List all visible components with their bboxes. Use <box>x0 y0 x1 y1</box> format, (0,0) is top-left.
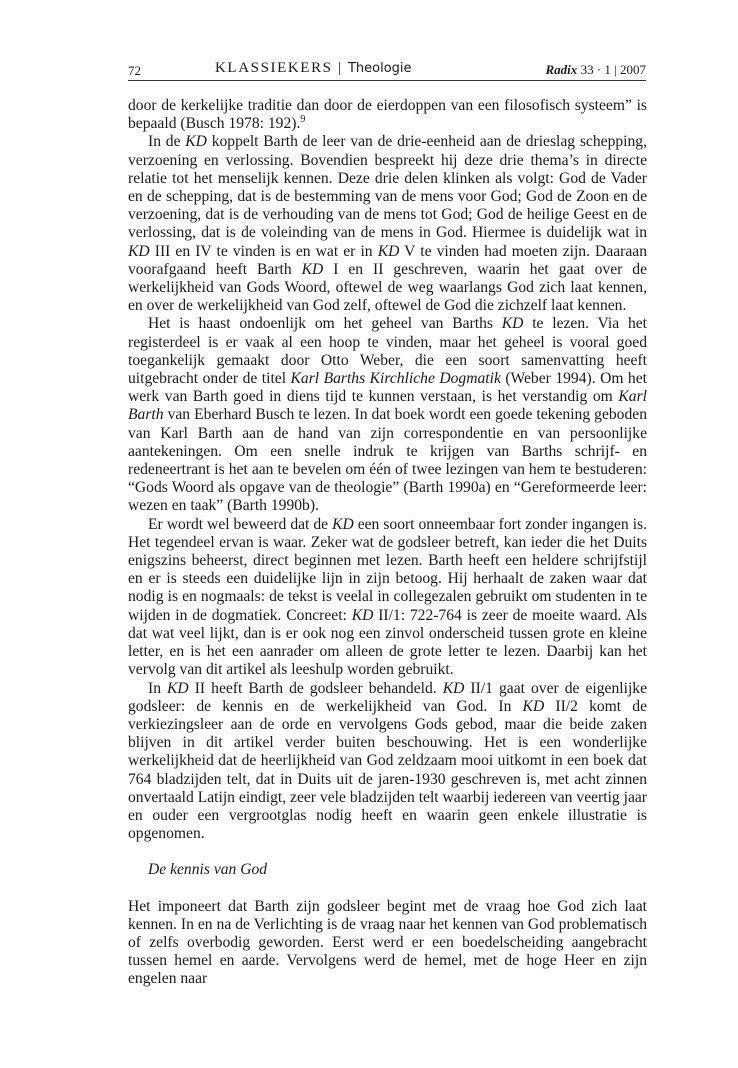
p3-text-e: (Weber 1994). Om het werk van Barth goed in diens tijd te kunnen verstaan, is het verstandig om <box>128 370 647 406</box>
p4-text-e: II/1: 722-764 is zeer de moeite waard. Als dat wat veel lijkt, dan is er ook nog een zinvol onderscheid tussen grote en kleine letter, en is het een aanrader om alleen de grote letter te lezen. Daarbij kan het vervolg van dit artikel als leeshulp worden gebruikt. <box>128 606 648 679</box>
p2-abbrev-d: KD <box>128 242 150 260</box>
section-heading: De kennis van God <box>148 861 268 879</box>
p1-text: door de kerkelijke traditie dan door de eierdoppen van een filosofisch systeem” is bepaald (Busch 1978: 192). <box>128 97 647 133</box>
page-number: 72 <box>128 63 141 78</box>
p2-text-c: koppelt Barth de leer van de drie-eenheid aan de drieslag schepping, verzoening en verlossing. Bovendien bespreekt hij deze drie thema’s in directe relatie tot het menselijk kennen. Deze drie delen klinken als volgt: God de Vader en de schepping, dat is de bestemming van de mens voor God; God de Zoon en de verzoening, dat is de verhouding van de mens tot God; God de heilige Geest en de verlossing, dat is de voleinding van de mens in God. Hiermee is duidelijk wat in <box>128 133 647 242</box>
p3-text-g: van Eberhard Busch te lezen. In dat boek wordt een goede tekening geboden van Karl Barth aan de hand van zijn correspondentie en van persoonlijke aantekeningen. Om een snelle indruk te krijgen van Barths schrijf- en redeneertrant is het aan te bevelen om één of twee lezingen van hem te bestuderen: “Gods Woord als opgave van de theologie” (Barth 1990a) en “Gereformeerde leer: wezen en taak” (Barth 1990b). <box>128 406 647 515</box>
p5-abbrev-b: KD <box>167 679 189 697</box>
p2-abbrev-b: KD <box>185 133 207 151</box>
p2-text-i: I en II geschreven, waarin het gaat over de werkelijkheid van Gods Woord, oftewel de weg waarlangs God zich laat kennen, en over de werkelijkheid van God zelf, oftewel de God die zichzelf laat kennen. <box>128 260 648 315</box>
spacer <box>128 843 647 861</box>
p2-text-a: In de <box>148 133 186 151</box>
p6-text-c: en zijn engelen naar <box>128 952 647 988</box>
footnote-marker: 9 <box>300 114 306 126</box>
p6-word-b: Heer <box>563 952 595 970</box>
p3-text-a: Het is haast ondoenlijk om het geheel van Barths <box>148 315 502 333</box>
p4-text-c: een soort onneembaar fort zonder ingangen is. Het tegendeel ervan is waar. Zeker wat de godsleer betreft, kan ieder die het Duits enigszins beheerst, direct beginnen met lezen. Barth heeft een heldere schrijfstijl en er is steeds een duidelijke lijn in zijn betoog. Hij herhaalt de zaken waar dat nodig is en nogmaals: de tekst is veelal in collegezalen gebruikt om studenten in te wijden in de dogmatiek. Concreet: <box>128 515 647 624</box>
article-body <box>128 97 647 989</box>
paragraph-3 <box>128 315 647 515</box>
paragraph-2 <box>128 133 647 315</box>
issue-info <box>546 62 646 78</box>
p2-text-g: V te vinden had moeten zijn. Daaraan voorafgaand heeft Barth <box>128 242 647 278</box>
issue-number: 33 · 1 | 2007 <box>580 62 646 77</box>
p3-text-c: te lezen. Via het registerdeel is er vaak al een hoop te vinden, maar het geheel is vooral goed toegankelijk gemaakt door Otto Weber, die een soort samenvatting heeft uitgebracht onder de titel <box>128 315 647 388</box>
p4-text-a: Er wordt wel beweerd dat de <box>148 515 333 533</box>
running-header <box>128 58 646 80</box>
journal-title <box>215 60 412 77</box>
p3-book-title-d: Karl Barths Kirchliche Dogmatik <box>290 370 501 388</box>
p2-text-e: III en IV te vinden is en wat er in <box>149 242 378 260</box>
p5-text-a: In <box>148 679 168 697</box>
p3-abbrev-b: KD <box>501 315 524 333</box>
p5-text-c: II heeft Barth de godsleer behandeld. <box>188 679 443 697</box>
p3-book-title-f: Karl Barth <box>128 388 647 424</box>
p5-text-g: II/2 komt de verkiezingsleer aan de orde en vervolgens Gods gebod, maar die beide zaken blijven in dit artikel verder buiten beschouwing. Het is een wonderlijke werkelijkheid dat de heerlijkheid van God zeldzaam mooi uitkomt in een boek dat 764 bladzijden telt, dat in Duits uit de jaren-1930 geschreven is, met acht zinnen onvertaald Latijn eindigt, zeer vele bladzijden telt waarbij iedereen van veertig jaar en ouder een vergrootglas nodig heeft en waarin geen enkele illustratie is opgenomen. <box>128 697 648 843</box>
p2-abbrev-f: KD <box>377 242 400 260</box>
p2-abbrev-h: KD <box>301 260 324 278</box>
p4-abbrev-b: KD <box>332 515 354 533</box>
p5-abbrev-f: KD <box>522 697 545 715</box>
p5-text-e: II/1 gaat over de eigenlijke godsleer: de kennis en de werkelijkheid van God. In <box>128 679 647 715</box>
p5-abbrev-d: KD <box>442 679 465 697</box>
section-name: Theologie <box>347 61 412 76</box>
paragraph-5 <box>128 680 647 844</box>
paragraph-4 <box>128 516 647 680</box>
header-separator: | <box>337 60 343 76</box>
header-rule <box>128 80 646 81</box>
paragraph-1 <box>128 97 647 133</box>
paragraph-6 <box>128 898 647 989</box>
journal-title-text: KLASSIEKERS <box>215 60 333 76</box>
magazine-name: Radix <box>545 62 578 77</box>
spacer <box>128 880 647 898</box>
p4-abbrev-d: KD <box>351 606 374 624</box>
p6-text-a: Het imponeert dat Barth zijn godsleer begint met de vraag hoe God zich laat kennen. In en na de Verlichting is de vraag naar het kennen van God problematisch of zelfs overbodig geworden. Eerst werd er een boedelscheiding aangebracht tussen hemel en aarde. Vervolgens werd de hemel, met de hoge <box>128 897 647 970</box>
